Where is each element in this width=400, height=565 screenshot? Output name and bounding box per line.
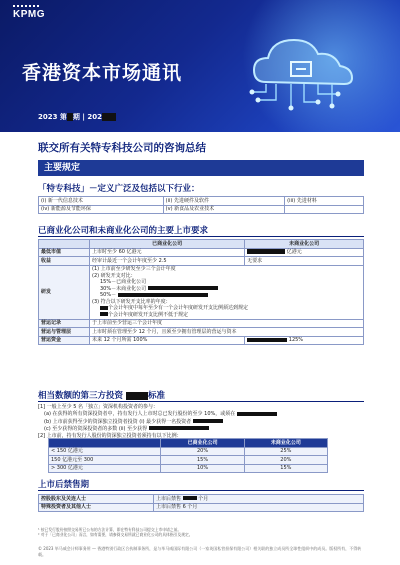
redaction: [126, 392, 148, 400]
page-header-title: 香港资本市场通讯: [22, 62, 183, 84]
column-header: [49, 439, 161, 448]
article-title: 联交所有关特专科技公司的咨询总结: [38, 142, 206, 154]
table-cell: (i) 新一代信息技术: [39, 197, 164, 206]
row-label: 研发: [39, 265, 90, 319]
table-row: [49, 464, 328, 473]
table-cell: [154, 495, 364, 504]
requirements-heading: 已商业化公司和未商业化公司的主要上市要求: [38, 226, 209, 236]
table-cell: > 300 亿港元: [49, 464, 161, 473]
row-label: 营运与管理层: [39, 328, 90, 337]
table-row: [39, 197, 364, 206]
table-cell: (iv) 新能源及节能环保: [39, 205, 164, 214]
footnote: ² 对于「已商业化公司」而言，如有需要，请参阅交易所就已商业化公司的具体指引及规定。: [38, 532, 193, 538]
table-cell: [90, 265, 364, 319]
footnotes: [38, 527, 364, 537]
table-cell: 上市后禁售 6 个月: [154, 503, 364, 512]
list-text: (b) 上市前获得至少的资深独立投资者投资 (i) 最少获得一名投资者: [44, 418, 192, 425]
table-cell: (v) 新食品及农业技术: [163, 205, 285, 214]
investors-heading: [38, 389, 165, 401]
table-cell: < 150 亿港元: [49, 447, 161, 456]
list-item: [38, 426, 364, 433]
redaction: [183, 496, 197, 500]
issue-date: [38, 112, 116, 122]
cell-text: 50%－: [100, 292, 117, 298]
cell-text: 上市后禁售: [156, 495, 182, 502]
investors-list: [38, 404, 364, 440]
table-cell: 15%: [161, 456, 244, 465]
redaction: [102, 113, 116, 121]
redaction: [193, 419, 223, 423]
heading-text: 相当数额的第三方投资: [38, 391, 124, 401]
table-row: [39, 319, 364, 328]
copyright: © 2023 毕马威会计师事务所 — 香港特别行政区合伙制事务所，是与毕马威国际有限公司（一家英国私营担保有限公司）相关联的独立成员所全球性组织中的成员。版权所有，不得转载。: [38, 546, 362, 557]
issue-date-mid: 期 | 202: [72, 113, 102, 121]
section-heading: 主要规定: [38, 160, 364, 176]
list-text: (c) 至少获得的资深投资者的多数 (ii) 至少获得: [44, 425, 148, 432]
issue-date-prefix: 2023 第: [38, 113, 67, 121]
lockup-heading: 上市后禁售期: [38, 480, 90, 490]
list-item: [2] 上市前，持有发行人股份的资深独立投资者须持有以下比例：: [38, 433, 182, 439]
table-cell: (ii) 先进硬件及软件: [163, 197, 285, 206]
table-row: [39, 257, 364, 266]
table-row: [49, 447, 328, 456]
cell-line: 15%－已商业化公司: [100, 279, 147, 285]
column-header: 已商业化公司: [90, 240, 245, 249]
cell-line: (3) 符合以下研发开支比率的年度：: [92, 298, 171, 305]
table-row: [39, 328, 364, 337]
definition-heading: 「特专科技」－定义广泛及包括以下行业：: [38, 184, 200, 194]
table-cell: 经审计最近一个会计年度至少 2.5: [90, 257, 245, 266]
table-cell: 20%: [161, 447, 244, 456]
list-text: (a) 在获得的所有资深投资者中，持有发行人上市时总已发行股份的至少 10%，或须在: [44, 411, 236, 418]
column-header: 已商业化公司: [161, 439, 244, 448]
divider: [38, 490, 364, 491]
redaction: [100, 312, 108, 316]
row-label: 营运记录: [39, 319, 90, 328]
table-cell: 10%: [161, 464, 244, 473]
cell-line: [92, 312, 361, 319]
row-label: 收益: [39, 257, 90, 266]
list-item: [38, 411, 364, 418]
list-item: [38, 419, 364, 426]
cell-text: 个月: [198, 495, 209, 502]
table-row: [39, 336, 364, 345]
row-label: 控股股东及关连人士: [39, 495, 154, 504]
table-cell: 上市时须在管理至少 12 个月，且须至少拥有管理层的营运与资本: [90, 328, 364, 337]
table-cell: 于上市前至少营运三个会计年度: [90, 319, 364, 328]
table-cell: 未来 12 个月所需 100%: [90, 336, 245, 345]
redaction: [118, 293, 208, 297]
cell-text: 亿港元: [286, 249, 302, 255]
table-row: [39, 248, 364, 257]
table-cell: (iii) 先进材料: [285, 197, 364, 206]
table-row: [39, 503, 364, 512]
table-row: [39, 265, 364, 319]
cell-text: 个会计年度研发开支比例不低于规定: [108, 311, 189, 318]
list-item: [1] 一般上至少 5 名「独立」资深机构投资者的参与：: [38, 404, 159, 410]
kpmg-logo: KPMG: [13, 9, 45, 20]
redaction: [247, 338, 287, 342]
table-cell: 15%: [244, 464, 327, 473]
redaction: [149, 426, 209, 430]
column-header: 未商业化公司: [244, 439, 327, 448]
cell-line: (2) 研发开支对比：: [92, 272, 136, 279]
redaction: [148, 286, 218, 290]
investors-table: [48, 438, 328, 473]
table-cell: [245, 336, 364, 345]
table-row: [39, 205, 364, 214]
cell-text: 125%: [288, 337, 304, 343]
table-header-row: [39, 240, 364, 249]
table-cell: 150 亿港元至 300: [49, 456, 161, 465]
table-cell: 上市时至少 60 亿港元: [90, 248, 245, 257]
lockup-table: [38, 494, 364, 512]
table-row: [49, 456, 328, 465]
cloud-circuit-icon: [236, 22, 366, 118]
table-header-row: [49, 439, 328, 448]
redaction: [237, 412, 277, 416]
cell-line: (1) 上市前至少研发至少三个会计年度: [92, 266, 176, 272]
row-label: 特殊投资者及其他人士: [39, 503, 154, 512]
heading-text: 标准: [147, 391, 165, 401]
requirements-table: [38, 239, 364, 345]
table-cell: [245, 248, 364, 257]
table-cell: [285, 205, 364, 214]
row-label: 最低市值: [39, 248, 90, 257]
divider: [38, 401, 364, 402]
cell-text: 个会计年度中每年至少有一个会计年度研发开支比例须达到规定: [108, 305, 249, 311]
table-row: [39, 495, 364, 504]
table-cell: 25%: [244, 447, 327, 456]
column-header: [39, 240, 90, 249]
table-cell: 20%: [244, 456, 327, 465]
redaction: [100, 306, 108, 310]
table-cell: 无要求: [245, 257, 364, 266]
row-label: 营运资金: [39, 336, 90, 345]
definition-table: [38, 196, 364, 214]
cell-text: 30%－未商业化公司: [100, 285, 147, 292]
divider: [38, 236, 364, 237]
footnote: ¹ 按已发行股份按照交易所已公布的方法计算，即在特专科技公司提交上市申请之前。: [38, 527, 182, 532]
column-header: 未商业化公司: [245, 240, 364, 249]
redaction: [247, 249, 285, 254]
hero-banner: [0, 0, 400, 132]
